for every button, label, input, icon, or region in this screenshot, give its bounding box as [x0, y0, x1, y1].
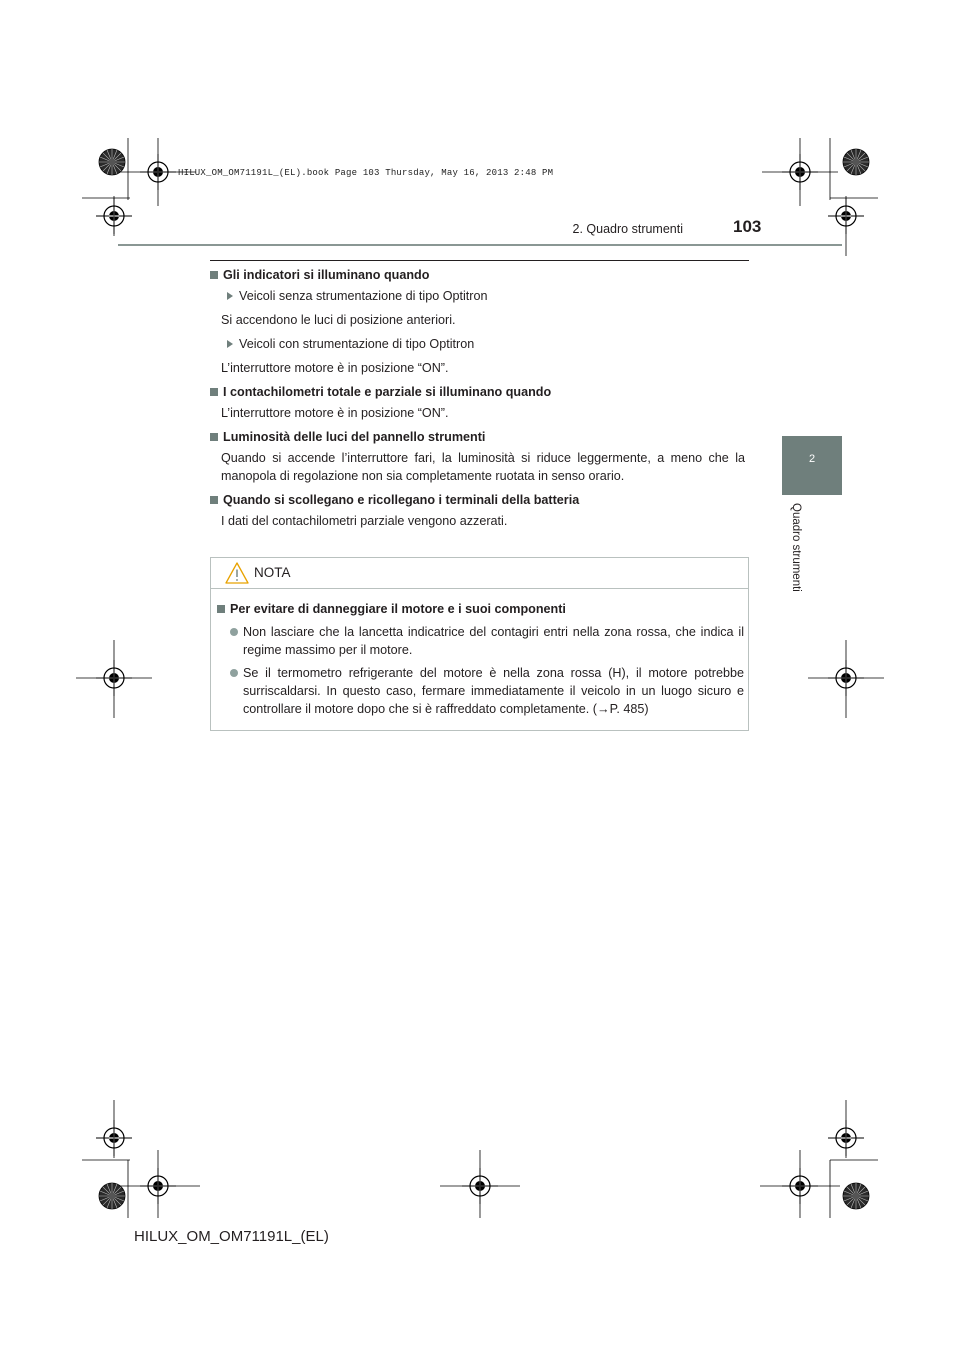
paragraph: Quando si accende l’interruttore fari, la luminosità si riduce leggermente, a meno che la manopola di regolazione non sia completamente ruotata in senso orario. — [221, 451, 745, 483]
triangle-pointer-icon — [227, 340, 233, 348]
subcase: Veicoli senza strumentazione di tipo Optitron — [210, 287, 745, 305]
paragraph: Si accendono le luci di posizione anteriori. — [221, 313, 456, 327]
note-header — [211, 558, 748, 589]
note-item: Non lasciare che la lancetta indicatrice del contagiri entri nella zona rossa, che indica il regime massimo per il motore. — [217, 623, 744, 659]
note-box — [210, 557, 749, 731]
note-title: NOTA — [254, 565, 291, 580]
bullet-square-icon — [210, 271, 218, 279]
section-title: 2. Quadro strumenti — [572, 222, 683, 236]
page-number: 103 — [733, 217, 762, 236]
chapter-tab-label — [790, 503, 810, 606]
chapter-tab-label-text: Quadro strumenti — [790, 503, 802, 592]
note-item: Se il termometro refrigerante del motore è nella zona rossa (H), il motore potrebbe surriscaldarsi. In questo caso, fermare immediatamente il veicolo in un luogo sicuro e controllare il motore dopo che si è raffreddato completamente. (→P. 485) — [217, 664, 744, 718]
chapter-tab-number: 2 — [808, 453, 816, 465]
subcase: Veicoli con strumentazione di tipo Optitron — [210, 335, 745, 353]
header-rule — [118, 244, 842, 246]
paragraph: I dati del contachilometri parziale vengono azzerati. — [221, 514, 508, 528]
content-rule — [210, 260, 749, 261]
section-heading: Gli indicatori si illuminano quando — [210, 266, 745, 284]
footer-code: HILUX_OM_OM71191L_(EL) — [134, 1228, 329, 1245]
warning-triangle-icon — [225, 562, 249, 584]
triangle-pointer-icon — [227, 292, 233, 300]
paragraph: L’interruttore motore è in posizione “ON”. — [221, 406, 449, 420]
bullet-dot-icon — [230, 669, 238, 677]
paragraph: L’interruttore motore è in posizione “ON”. — [221, 361, 449, 375]
note-body — [217, 600, 744, 723]
section-heading: Quando si scollegano e ricollegano i terminali della batteria — [210, 491, 745, 509]
bullet-square-icon — [210, 496, 218, 504]
bullet-square-icon — [210, 388, 218, 396]
section-heading: Luminosità delle luci del pannello strumenti — [210, 428, 745, 446]
book-info-line: HILUX_OM_OM71191L_(EL).book Page 103 Thursday, May 16, 2013 2:48 PM — [178, 168, 554, 178]
bullet-dot-icon — [230, 628, 238, 636]
chapter-tab — [782, 436, 842, 495]
section-heading: I contachilometri totale e parziale si illuminano quando — [210, 383, 745, 401]
bullet-square-icon — [210, 433, 218, 441]
bullet-square-icon — [217, 605, 225, 613]
note-heading: Per evitare di danneggiare il motore e i suoi componenti — [217, 600, 744, 618]
main-content — [210, 266, 745, 536]
